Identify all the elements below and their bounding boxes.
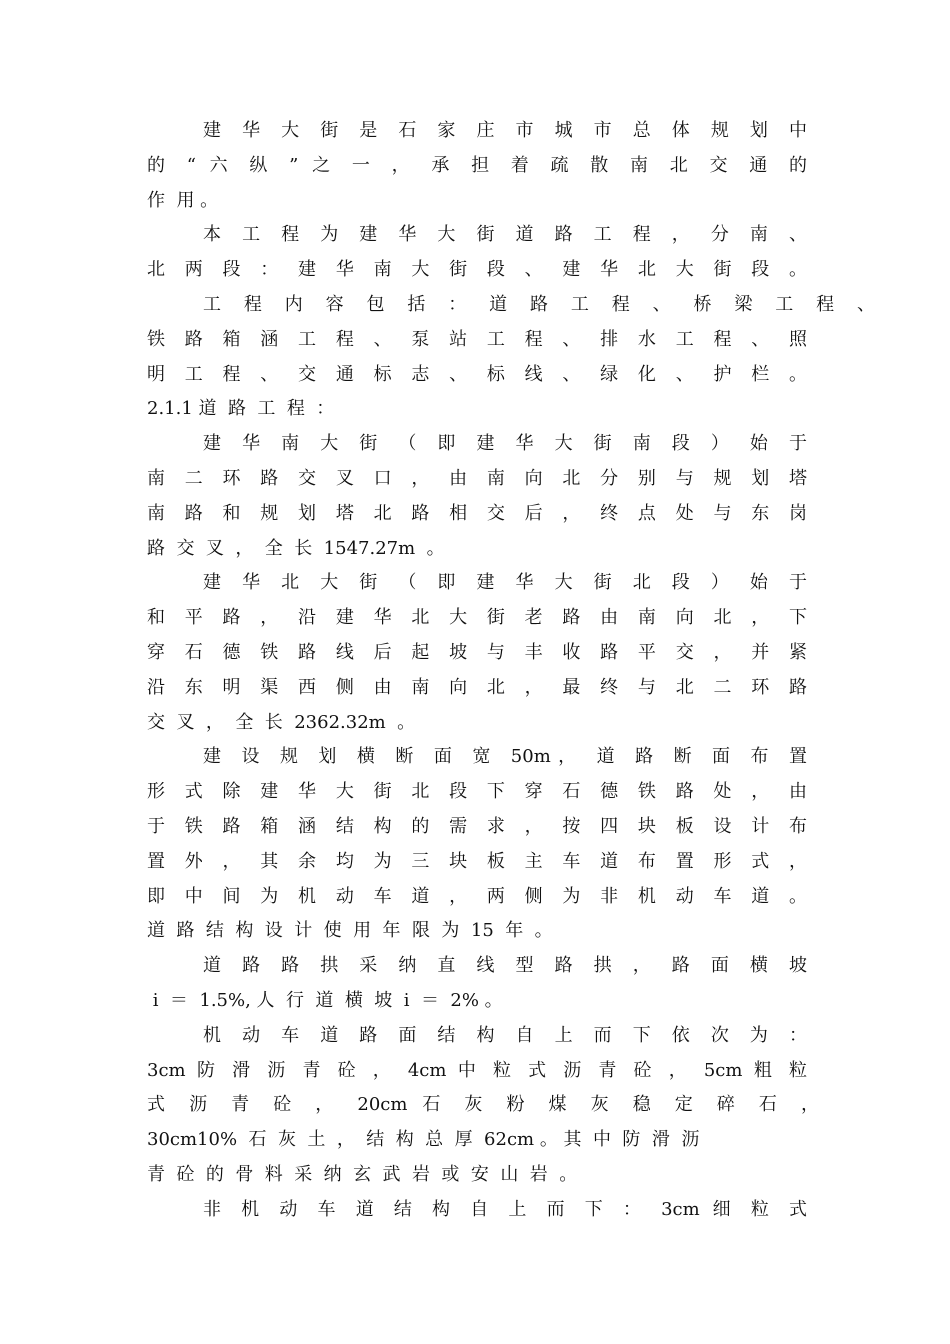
section-heading: 2.1.1 道 路 工 程 ： — [147, 398, 335, 420]
text-line: 建 华 南 大 街 （ 即 建 华 大 街 南 段 ） 始 于 — [203, 433, 807, 455]
text-line: 交 叉 ， 全 长 2362.32m 。 — [147, 711, 416, 733]
text-line: 南 路 和 规 划 塔 北 路 相 交 后 ， 终 点 处 与 东 岗 — [147, 502, 807, 524]
text-line: 建 设 规 划 横 断 面 宽 50m， 道 路 断 面 布 置 — [203, 746, 807, 768]
text-line: 建 华 大 街 是 石 家 庄 市 城 市 总 体 规 划 中 — [203, 120, 807, 141]
text-line: 置 外 ， 其 余 均 为 三 块 板 主 车 道 布 置 形 式 ， — [147, 850, 807, 872]
text-line: 的 “ 六 纵 ” 之 一 ， 承 担 着 疏 散 南 北 交 通 的 — [147, 154, 807, 176]
text-line: 青 砼 的 骨 料 采 纳 玄 武 岩 或 安 山 岩 。 — [147, 1163, 578, 1185]
text-line: 工 程 内 容 包 括 ： 道 路 工 程 、 桥 梁 工 程 、 — [203, 293, 875, 315]
text-line: 于 铁 路 箱 涵 结 构 的 需 求 ， 按 四 块 板 设 计 布 — [147, 815, 807, 837]
text-line: 穿 石 德 铁 路 线 后 起 坡 与 丰 收 路 平 交 ， 并 紧 — [147, 641, 807, 663]
text-line: 和 平 路 ， 沿 建 华 北 大 街 老 路 由 南 向 北 ， 下 — [147, 607, 807, 629]
text-line: 铁 路 箱 涵 工 程 、 泵 站 工 程 、 排 水 工 程 、 照 — [147, 328, 807, 350]
text-line: i ＝ 1.5%, 人 行 道 横 坡 i ＝ 2% 。 — [147, 989, 503, 1011]
text-line: 即 中 间 为 机 动 车 道 ， 两 侧 为 非 机 动 车 道 。 — [147, 885, 807, 907]
text-line: 明 工 程 、 交 通 标 志 、 标 线 、 绿 化 、 护 栏 。 — [147, 363, 807, 385]
text-line: 本 工 程 为 建 华 大 街 道 路 工 程 ， 分 南 、 — [203, 224, 807, 246]
text-line: 形 式 除 建 华 大 街 北 段 下 穿 石 德 铁 路 处 ， 由 — [147, 781, 807, 803]
text-line: 建 华 北 大 街 （ 即 建 华 大 街 北 段 ） 始 于 — [203, 572, 807, 594]
document-body — [147, 114, 875, 1228]
text-line: 作 用 。 — [147, 189, 219, 211]
text-line: 道 路 路 拱 采 纳 直 线 型 路 拱 ， 路 面 横 坡 — [203, 955, 807, 977]
text-line: 30cm10% 石 灰 土 ， 结 构 总 厚 62cm 。 其 中 防 滑 沥 — [147, 1129, 700, 1151]
text-line: 式 沥 青 砼 ， 20cm 石 灰 粉 煤 灰 稳 定 碎 石 ， — [147, 1094, 819, 1116]
text-line: 南 二 环 路 交 叉 口 ， 由 南 向 北 分 别 与 规 划 塔 — [147, 467, 807, 489]
text-line: 路 交 叉 ， 全 长 1547.27m 。 — [147, 537, 445, 559]
text-line: 3cm 防 滑 沥 青 砼 ， 4cm 中 粒 式 沥 青 砼 ， 5cm 粗 粒 — [147, 1059, 807, 1081]
text-line: 北 两 段 ： 建 华 南 大 街 段 、 建 华 北 大 街 段 。 — [147, 259, 807, 281]
text-line: 沿 东 明 渠 西 侧 由 南 向 北 ， 最 终 与 北 二 环 路 — [147, 676, 807, 698]
text-line: 非 机 动 车 道 结 构 自 上 而 下 ： 3cm 细 粒 式 — [203, 1198, 807, 1220]
text-line: 道 路 结 构 设 计 使 用 年 限 为 15 年 。 — [147, 920, 553, 942]
text-line: 机 动 车 道 路 面 结 构 自 上 而 下 依 次 为 ： — [203, 1024, 807, 1046]
